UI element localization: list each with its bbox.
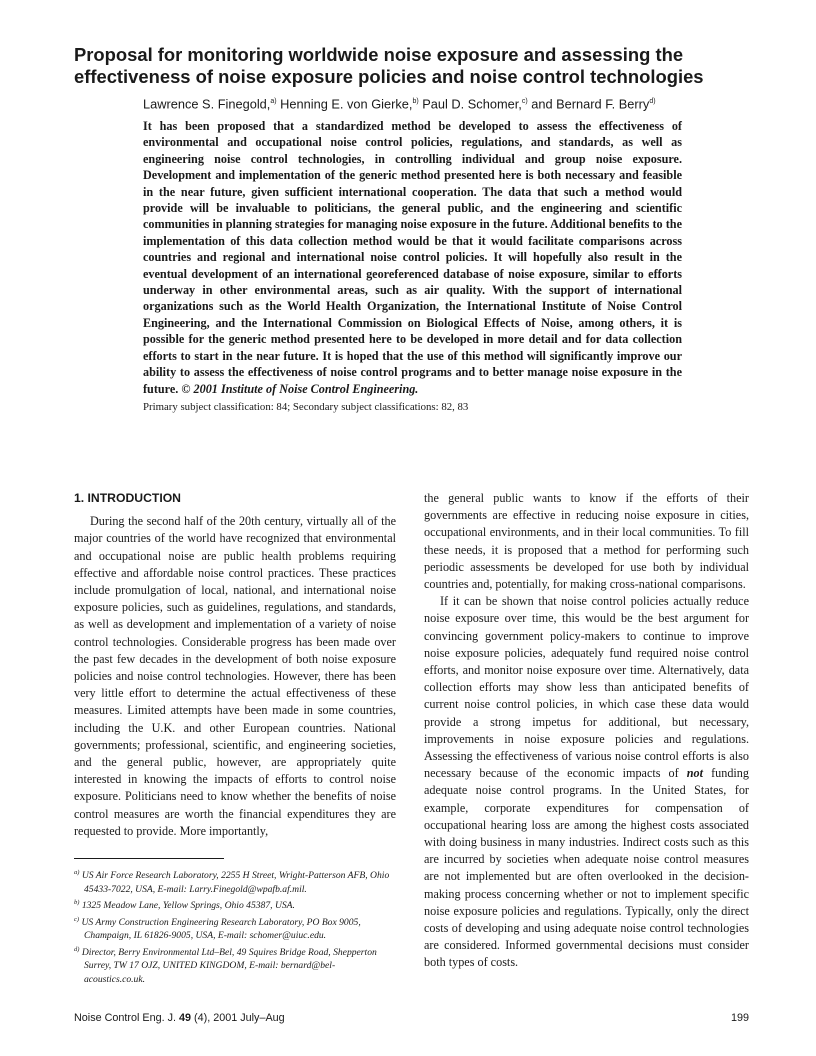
footnote-mark: d) [74,945,80,953]
abstract-copyright: © 2001 Institute of Noise Control Engineering. [181,381,419,396]
abstract [143,118,682,397]
footnotes [74,866,396,986]
journal-name: Noise Control Eng. J. [74,1012,180,1024]
footnote [74,943,396,986]
footnote [74,866,396,896]
emphasis-text: not [686,766,704,781]
affiliation-mark: d) [649,98,656,105]
journal-volume: 49 [179,1012,192,1024]
abstract-body: It has been proposed that a standardized method be developed to assess the effectiveness of environmental and occupational noise control policies, regulations, and standards, as well as engineering noise control technologies, in controlling individual and group noise exposure. Development and implementation of the generic method presented here is both necessary and feasible in the near future, given sufficient international cooperation. The data that such a method would provide will be invaluable to politicians, the general public, and the engineering and scientific communities in planning strategies for managing noise exposure in the future. Additional benefits to the implementation of this data collection method would be that it would facilitate comparisons across countries and regional and international noise control policies. It will hopefully also result in the eventual development of an international georeferenced database of noise exposure, similar to efforts underway in other environmental areas, such as air quality. With the support of international organizations such as the World Health Organization, the International Institute of Noise Control Engineering, and the International Commission on Biological Effects of Noise, among others, it is possible for the generic method presented here to be developed in more detail and for data collection efforts to start in the near future. It is hoped that the use of this method will significantly improve our ability to assess the effectiveness of noise control programs and to better manage noise exposure in the future. [143,119,682,396]
footnote-mark: c) [74,915,80,923]
footnote-text: US Army Construction Engineering Research Laboratory, PO Box 9005, Champaign, IL 61826-9005, USA, E-mail: schomer@uiuc.edu. [79,916,361,942]
footnote [74,896,396,913]
body-paragraph: During the second half of the 20th century, virtually all of the major countries of the world have recognized that environmental and occupational noise are public health problems requiring effective and affordable noise control practices. These practices include promulgation of local, national, and international noise exposure policies, such as guidelines, regulations, and standards, as well as development and implementation of a variety of noise control technologies. Considerable progress has been made over the past few decades in the development of both noise exposure policies and noise control technologies. However, there has been very little effort to determine the actual effectiveness of these measures. Limited attempts have been made in some countries, including the U.K. and other European countries. National governments; professional, scientific, and engineering societies, and the general public, however, are appropriately quite interested in knowing the impacts of efforts to control noise exposure. Politicians need to know whether the benefits of noise control measures are worth the financial expenditures they are requested to provide. More importantly, [74,514,396,838]
author-name: Lawrence S. Finegold, [143,96,271,112]
right-column [424,490,749,972]
journal-issue-date: (4), 2001 July–Aug [191,1012,285,1024]
subject-classification: Primary subject classification: 84; Secondary subject classifications: 82, 83 [143,401,469,413]
footnote-text: Director, Berry Environmental Ltd–Bel, 49 Squires Bridge Road, Shepperton Surrey, TW 17 OJZ, UNITED KINGDOM, E-mail: bernard@bel-acoustics.co.uk. [79,946,377,985]
left-column [74,490,396,840]
footnote-text: US Air Force Research Laboratory, 2255 H Street, Wright-Patterson AFB, Ohio 45433-7022, USA, E-mail: Larry.Finegold@wpafb.af.mil. [79,870,390,895]
footnote-text: 1325 Meadow Lane, Yellow Springs, Ohio 45387, USA. [79,900,295,912]
body-paragraph [424,593,749,971]
affiliation-mark: b) [412,98,419,105]
journal-citation [74,1012,285,1024]
footnote-mark: b) [74,899,80,906]
author-list [143,94,763,112]
footnote-mark: a) [74,869,80,876]
section-heading: 1. INTRODUCTION [74,491,181,505]
footnote-divider [74,858,224,859]
body-text: If it can be shown that noise control policies actually reduce noise exposure over time, this would be the best argument for convincing government policy-makers to continue to improve noise exposure policies, adequately fund required noise control efforts, and monitor noise exposure over time. Alternatively, data collection efforts may show less than anticipated benefits of current noise control policies, in which case these data would provide a strong impetus for additional, but necessary, improvements in noise exposure policies and regulations. Assessing the effectiveness of various noise control efforts is also necessary because of the economic impacts of [424,594,749,781]
paper-title: Proposal for monitoring worldwide noise exposure and assessing the effectiveness of noise exposure policies and noise control technologies [74,44,704,87]
affiliation-mark: c) [521,98,528,105]
author-name: Paul D. Schomer, [422,96,522,112]
body-paragraph: the general public wants to know if the efforts of their governments are effective in reducing noise exposure in cities, occupational environments, and in their local communities. To fill these needs, it is proposed that a method for performing such periodic assessments be developed for use both by individual countries and, potentially, for making cross-national comparisons. [424,491,749,592]
author-name: and Bernard F. Berry [531,96,650,112]
page-number: 199 [730,1012,749,1024]
author-name: Henning E. von Gierke, [280,96,413,112]
body-text: funding adequate noise control programs. In the United States, for example, corporate expenditures for compensation of occupational hearing loss are among the highest costs associated with doing business in many industries. Indirect costs such as this are incurred by societies when adequate noise control measures are not implemented but are often overlooked in the decision-making process concerning whether or not to implement specific noise exposure policies and regulations. Typically, only the direct costs of developing and using adequate noise control technologies are considered. Informed governmental decisions must consider both types of costs. [424,766,749,970]
affiliation-mark: a) [270,98,277,105]
footnote [74,913,396,943]
